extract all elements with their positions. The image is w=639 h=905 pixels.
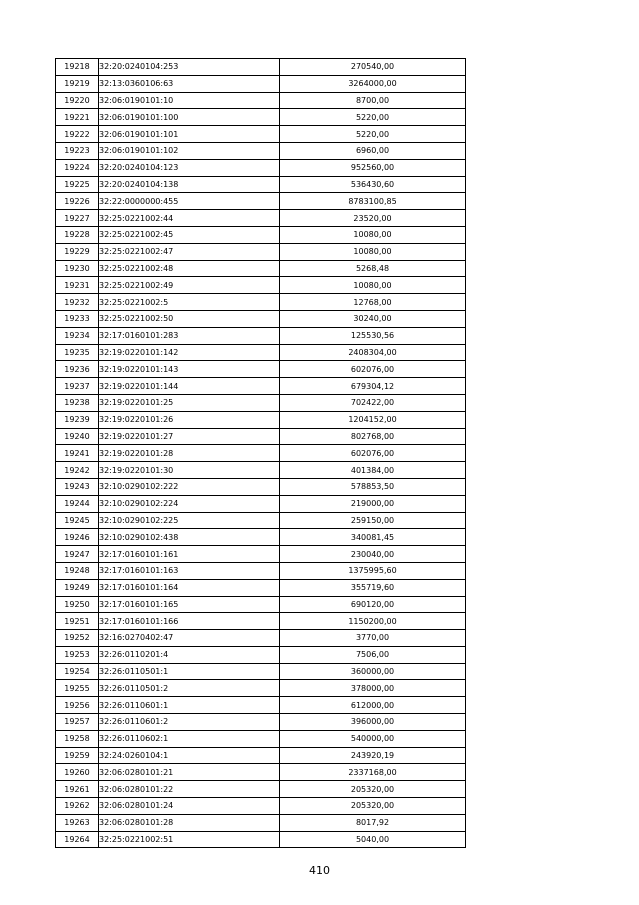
row-id: 19232 (56, 294, 99, 311)
cadastral-number: 32:19:0220101:25 (99, 394, 280, 411)
table-row (56, 193, 466, 210)
table-row (56, 310, 466, 327)
cadastral-value: 378000,00 (280, 680, 466, 697)
cadastral-value: 230040,00 (280, 546, 466, 563)
cadastral-number: 32:10:0290102:222 (99, 478, 280, 495)
cadastral-value: 5220,00 (280, 109, 466, 126)
table-row (56, 327, 466, 344)
table-row (56, 361, 466, 378)
row-id: 19225 (56, 176, 99, 193)
cadastral-value: 2408304,00 (280, 344, 466, 361)
cadastral-number: 32:25:0221002:47 (99, 243, 280, 260)
cadastral-value: 8017,92 (280, 814, 466, 831)
table-row (56, 697, 466, 714)
cadastral-value: 259150,00 (280, 512, 466, 529)
cadastral-number: 32:26:0110601:1 (99, 697, 280, 714)
row-id: 19263 (56, 814, 99, 831)
cadastral-number: 32:06:0280101:24 (99, 798, 280, 815)
cadastral-value: 219000,00 (280, 495, 466, 512)
row-id: 19229 (56, 243, 99, 260)
cadastral-value: 340081,45 (280, 529, 466, 546)
table-row (56, 294, 466, 311)
table-row (56, 445, 466, 462)
cadastral-number: 32:10:0290102:225 (99, 512, 280, 529)
table-row (56, 394, 466, 411)
cadastral-value: 401384,00 (280, 462, 466, 479)
cadastral-value: 205320,00 (280, 798, 466, 815)
cadastral-value: 2337168,00 (280, 764, 466, 781)
cadastral-value: 8783100,85 (280, 193, 466, 210)
cadastral-number: 32:25:0221002:51 (99, 831, 280, 848)
cadastral-value: 10080,00 (280, 277, 466, 294)
cadastral-number: 32:17:0160101:165 (99, 596, 280, 613)
cadastral-number: 32:20:0240104:123 (99, 159, 280, 176)
row-id: 19248 (56, 562, 99, 579)
row-id: 19262 (56, 798, 99, 815)
cadastral-number: 32:17:0160101:164 (99, 579, 280, 596)
table-row (56, 126, 466, 143)
cadastral-value: 602076,00 (280, 361, 466, 378)
row-id: 19231 (56, 277, 99, 294)
cadastral-value: 10080,00 (280, 226, 466, 243)
row-id: 19244 (56, 495, 99, 512)
cadastral-value: 205320,00 (280, 781, 466, 798)
cadastral-number: 32:25:0221002:5 (99, 294, 280, 311)
table-row (56, 596, 466, 613)
table-row (56, 562, 466, 579)
row-id: 19241 (56, 445, 99, 462)
cadastral-value: 1150200,00 (280, 613, 466, 630)
cadastral-number: 32:20:0240104:253 (99, 59, 280, 76)
cadastral-number: 32:13:0360106:63 (99, 75, 280, 92)
cadastral-number: 32:17:0160101:283 (99, 327, 280, 344)
cadastral-value: 396000,00 (280, 714, 466, 731)
cadastral-value: 536430,60 (280, 176, 466, 193)
table-row (56, 176, 466, 193)
table-row (56, 92, 466, 109)
table-row (56, 512, 466, 529)
cadastral-number: 32:19:0220101:30 (99, 462, 280, 479)
table-row (56, 747, 466, 764)
cadastral-number: 32:06:0190101:10 (99, 92, 280, 109)
cadastral-number: 32:19:0220101:28 (99, 445, 280, 462)
cadastral-number: 32:26:0110501:1 (99, 663, 280, 680)
table-row (56, 529, 466, 546)
cadastral-value: 243920,19 (280, 747, 466, 764)
row-id: 19252 (56, 630, 99, 647)
row-id: 19242 (56, 462, 99, 479)
cadastral-value: 270540,00 (280, 59, 466, 76)
row-id: 19234 (56, 327, 99, 344)
cadastral-value: 355719,60 (280, 579, 466, 596)
row-id: 19261 (56, 781, 99, 798)
cadastral-value-table (55, 58, 466, 848)
page-number: 410 (309, 864, 330, 877)
table-row (56, 764, 466, 781)
cadastral-number: 32:17:0160101:163 (99, 562, 280, 579)
cadastral-number: 32:06:0280101:28 (99, 814, 280, 831)
cadastral-number: 32:19:0220101:143 (99, 361, 280, 378)
cadastral-number: 32:17:0160101:166 (99, 613, 280, 630)
cadastral-value: 679304,12 (280, 378, 466, 395)
row-id: 19219 (56, 75, 99, 92)
table-row (56, 579, 466, 596)
cadastral-value: 578853,50 (280, 478, 466, 495)
row-id: 19222 (56, 126, 99, 143)
cadastral-value: 612000,00 (280, 697, 466, 714)
table-row (56, 210, 466, 227)
cadastral-value: 12768,00 (280, 294, 466, 311)
row-id: 19264 (56, 831, 99, 848)
cadastral-number: 32:26:0110602:1 (99, 730, 280, 747)
row-id: 19236 (56, 361, 99, 378)
cadastral-value: 5040,00 (280, 831, 466, 848)
table-row (56, 781, 466, 798)
cadastral-value: 5220,00 (280, 126, 466, 143)
cadastral-number: 32:19:0220101:142 (99, 344, 280, 361)
row-id: 19226 (56, 193, 99, 210)
cadastral-number: 32:19:0220101:26 (99, 411, 280, 428)
row-id: 19223 (56, 142, 99, 159)
table-row (56, 277, 466, 294)
row-id: 19228 (56, 226, 99, 243)
cadastral-value: 7506,00 (280, 646, 466, 663)
cadastral-value: 360000,00 (280, 663, 466, 680)
cadastral-number: 32:26:0110501:2 (99, 680, 280, 697)
cadastral-number: 32:25:0221002:49 (99, 277, 280, 294)
table-row (56, 75, 466, 92)
table-row (56, 478, 466, 495)
cadastral-number: 32:25:0221002:48 (99, 260, 280, 277)
row-id: 19233 (56, 310, 99, 327)
row-id: 19260 (56, 764, 99, 781)
cadastral-value: 5268,48 (280, 260, 466, 277)
table-row (56, 646, 466, 663)
table-row (56, 495, 466, 512)
row-id: 19259 (56, 747, 99, 764)
cadastral-number: 32:06:0190101:101 (99, 126, 280, 143)
cadastral-number: 32:20:0240104:138 (99, 176, 280, 193)
row-id: 19218 (56, 59, 99, 76)
row-id: 19257 (56, 714, 99, 731)
cadastral-number: 32:19:0220101:27 (99, 428, 280, 445)
table-row (56, 411, 466, 428)
cadastral-value: 10080,00 (280, 243, 466, 260)
cadastral-value: 3264000,00 (280, 75, 466, 92)
cadastral-value: 6960,00 (280, 142, 466, 159)
table-row (56, 260, 466, 277)
row-id: 19255 (56, 680, 99, 697)
table-row (56, 243, 466, 260)
table-row (56, 831, 466, 848)
table-body (56, 59, 466, 848)
table-row (56, 798, 466, 815)
cadastral-number: 32:06:0190101:102 (99, 142, 280, 159)
table-row (56, 814, 466, 831)
cadastral-value: 1204152,00 (280, 411, 466, 428)
cadastral-number: 32:06:0190101:100 (99, 109, 280, 126)
cadastral-number: 32:22:0000000:455 (99, 193, 280, 210)
cadastral-value: 602076,00 (280, 445, 466, 462)
table-row (56, 142, 466, 159)
table-row (56, 159, 466, 176)
row-id: 19220 (56, 92, 99, 109)
cadastral-number: 32:26:0110601:2 (99, 714, 280, 731)
cadastral-value: 8700,00 (280, 92, 466, 109)
cadastral-value: 802768,00 (280, 428, 466, 445)
cadastral-number: 32:24:0260104:1 (99, 747, 280, 764)
row-id: 19258 (56, 730, 99, 747)
row-id: 19224 (56, 159, 99, 176)
table-row (56, 226, 466, 243)
cadastral-number: 32:17:0160101:161 (99, 546, 280, 563)
cadastral-number: 32:25:0221002:45 (99, 226, 280, 243)
row-id: 19246 (56, 529, 99, 546)
cadastral-number: 32:06:0280101:21 (99, 764, 280, 781)
table-row (56, 428, 466, 445)
row-id: 19249 (56, 579, 99, 596)
cadastral-value: 3770,00 (280, 630, 466, 647)
row-id: 19250 (56, 596, 99, 613)
cadastral-number: 32:19:0220101:144 (99, 378, 280, 395)
cadastral-number: 32:10:0290102:224 (99, 495, 280, 512)
row-id: 19237 (56, 378, 99, 395)
table-row (56, 378, 466, 395)
cadastral-value: 30240,00 (280, 310, 466, 327)
table-row (56, 59, 466, 76)
cadastral-value: 702422,00 (280, 394, 466, 411)
row-id: 19235 (56, 344, 99, 361)
table-row (56, 109, 466, 126)
row-id: 19239 (56, 411, 99, 428)
cadastral-value: 540000,00 (280, 730, 466, 747)
cadastral-number: 32:25:0221002:50 (99, 310, 280, 327)
row-id: 19247 (56, 546, 99, 563)
row-id: 19230 (56, 260, 99, 277)
table-row (56, 546, 466, 563)
cadastral-value: 23520,00 (280, 210, 466, 227)
cadastral-number: 32:10:0290102:438 (99, 529, 280, 546)
row-id: 19253 (56, 646, 99, 663)
row-id: 19243 (56, 478, 99, 495)
row-id: 19227 (56, 210, 99, 227)
table-row (56, 462, 466, 479)
row-id: 19251 (56, 613, 99, 630)
row-id: 19238 (56, 394, 99, 411)
row-id: 19221 (56, 109, 99, 126)
row-id: 19256 (56, 697, 99, 714)
cadastral-value: 952560,00 (280, 159, 466, 176)
cadastral-number: 32:06:0280101:22 (99, 781, 280, 798)
table-row (56, 714, 466, 731)
cadastral-number: 32:16:0270402:47 (99, 630, 280, 647)
table-row (56, 344, 466, 361)
table-row (56, 680, 466, 697)
table-row (56, 730, 466, 747)
cadastral-value: 1375995,60 (280, 562, 466, 579)
cadastral-number: 32:25:0221002:44 (99, 210, 280, 227)
row-id: 19254 (56, 663, 99, 680)
table-row (56, 663, 466, 680)
table-row (56, 630, 466, 647)
row-id: 19245 (56, 512, 99, 529)
cadastral-value: 125530,56 (280, 327, 466, 344)
row-id: 19240 (56, 428, 99, 445)
cadastral-value: 690120,00 (280, 596, 466, 613)
table-row (56, 613, 466, 630)
cadastral-number: 32:26:0110201:4 (99, 646, 280, 663)
